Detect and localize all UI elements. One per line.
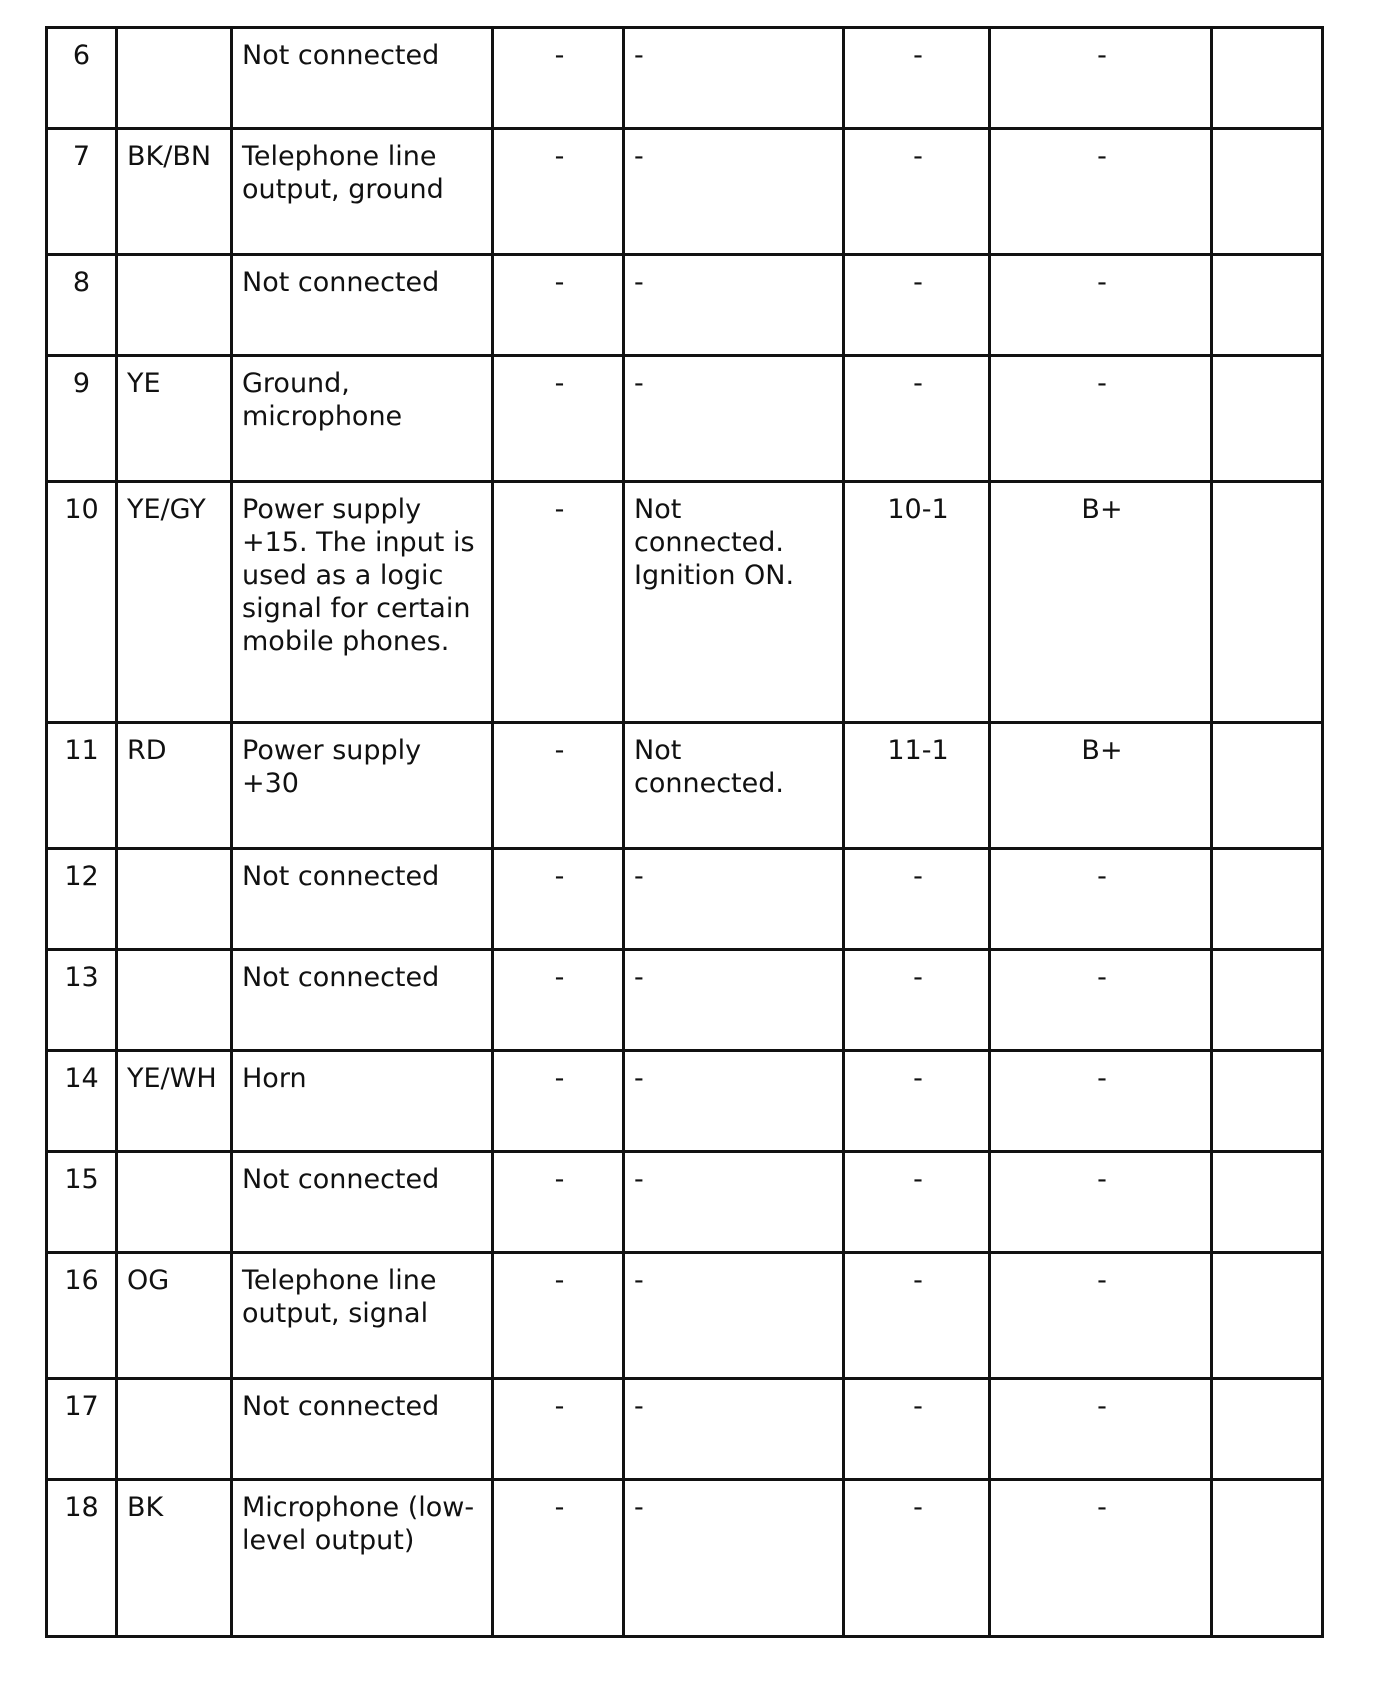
cell-col6: - [844, 849, 990, 950]
cell-col5: - [624, 1051, 844, 1152]
cell-col8 [1212, 849, 1323, 950]
cell-col8 [1212, 28, 1323, 129]
cell-col5: - [624, 1152, 844, 1253]
cell-col5: - [624, 255, 844, 356]
pin-description: Telephone line output, signal [232, 1253, 493, 1379]
pin-description: Not connected [232, 28, 493, 129]
pin-number: 8 [47, 255, 117, 356]
cell-col5: - [624, 129, 844, 255]
cell-col8 [1212, 255, 1323, 356]
pin-number: 9 [47, 356, 117, 482]
table-row [47, 1152, 1323, 1253]
cell-col6: - [844, 1152, 990, 1253]
cell-col4: - [493, 28, 624, 129]
pin-description: Ground, microphone [232, 356, 493, 482]
wire-color [117, 28, 232, 129]
cell-col6: 10-1 [844, 482, 990, 723]
cell-col4: - [493, 482, 624, 723]
cell-col4: - [493, 1379, 624, 1480]
wire-color: RD [117, 723, 232, 849]
cell-col7: - [990, 129, 1212, 255]
table-row [47, 1379, 1323, 1480]
cell-col4: - [493, 255, 624, 356]
cell-col6: - [844, 255, 990, 356]
cell-col7: - [990, 28, 1212, 129]
wire-color: BK [117, 1480, 232, 1637]
table-row [47, 723, 1323, 849]
cell-col6: - [844, 1480, 990, 1637]
cell-col5: Not connected. [624, 723, 844, 849]
cell-col5: - [624, 1379, 844, 1480]
cell-col7: - [990, 356, 1212, 482]
cell-col8 [1212, 1253, 1323, 1379]
table-row [47, 482, 1323, 723]
pin-description: Not connected [232, 1152, 493, 1253]
cell-col4: - [493, 849, 624, 950]
wire-color [117, 950, 232, 1051]
cell-col6: - [844, 1253, 990, 1379]
cell-col8 [1212, 723, 1323, 849]
cell-col8 [1212, 129, 1323, 255]
wire-color [117, 849, 232, 950]
pin-number: 10 [47, 482, 117, 723]
cell-col7: B+ [990, 723, 1212, 849]
pin-description: Microphone (low-level output) [232, 1480, 493, 1637]
pin-assignment-table [45, 26, 1324, 1638]
cell-col7: - [990, 950, 1212, 1051]
cell-col4: - [493, 1152, 624, 1253]
table-row [47, 950, 1323, 1051]
table-row [47, 849, 1323, 950]
wire-color: OG [117, 1253, 232, 1379]
pin-description: Horn [232, 1051, 493, 1152]
pin-description: Power supply +15. The input is used as a logic signal for certain mobile phones. [232, 482, 493, 723]
pin-number: 13 [47, 950, 117, 1051]
pin-number: 6 [47, 28, 117, 129]
pin-number: 15 [47, 1152, 117, 1253]
cell-col4: - [493, 1253, 624, 1379]
cell-col4: - [493, 1480, 624, 1637]
pin-description: Not connected [232, 255, 493, 356]
cell-col7: - [990, 849, 1212, 950]
cell-col5: Not connected. Ignition ON. [624, 482, 844, 723]
pin-description: Telephone line output, ground [232, 129, 493, 255]
cell-col7: - [990, 1480, 1212, 1637]
cell-col5: - [624, 28, 844, 129]
wire-color [117, 255, 232, 356]
pin-number: 14 [47, 1051, 117, 1152]
pin-number: 17 [47, 1379, 117, 1480]
cell-col5: - [624, 849, 844, 950]
cell-col4: - [493, 723, 624, 849]
pin-number: 12 [47, 849, 117, 950]
cell-col7: - [990, 1379, 1212, 1480]
pin-number: 16 [47, 1253, 117, 1379]
cell-col8 [1212, 1051, 1323, 1152]
wire-color: BK/BN [117, 129, 232, 255]
pin-description: Power supply +30 [232, 723, 493, 849]
cell-col6: - [844, 1051, 990, 1152]
cell-col4: - [493, 1051, 624, 1152]
cell-col8 [1212, 356, 1323, 482]
cell-col7: B+ [990, 482, 1212, 723]
table-row [47, 1051, 1323, 1152]
wire-color: YE/WH [117, 1051, 232, 1152]
pin-description: Not connected [232, 950, 493, 1051]
cell-col8 [1212, 1152, 1323, 1253]
cell-col6: - [844, 356, 990, 482]
cell-col8 [1212, 482, 1323, 723]
cell-col6: - [844, 950, 990, 1051]
cell-col7: - [990, 1051, 1212, 1152]
table-row [47, 255, 1323, 356]
cell-col4: - [493, 129, 624, 255]
wire-color: YE [117, 356, 232, 482]
cell-col6: 11-1 [844, 723, 990, 849]
cell-col4: - [493, 356, 624, 482]
cell-col6: - [844, 1379, 990, 1480]
cell-col5: - [624, 1253, 844, 1379]
pin-description: Not connected [232, 849, 493, 950]
table-row [47, 28, 1323, 129]
cell-col6: - [844, 129, 990, 255]
pin-number: 11 [47, 723, 117, 849]
cell-col5: - [624, 1480, 844, 1637]
cell-col6: - [844, 28, 990, 129]
pin-number: 7 [47, 129, 117, 255]
cell-col8 [1212, 1379, 1323, 1480]
cell-col7: - [990, 1152, 1212, 1253]
cell-col7: - [990, 1253, 1212, 1379]
table-row [47, 129, 1323, 255]
pin-description: Not connected [232, 1379, 493, 1480]
pin-number: 18 [47, 1480, 117, 1637]
wire-color [117, 1152, 232, 1253]
wire-color: YE/GY [117, 482, 232, 723]
cell-col4: - [493, 950, 624, 1051]
cell-col7: - [990, 255, 1212, 356]
cell-col8 [1212, 1480, 1323, 1637]
wire-color [117, 1379, 232, 1480]
table-row [47, 356, 1323, 482]
cell-col5: - [624, 950, 844, 1051]
table-row [47, 1480, 1323, 1637]
cell-col8 [1212, 950, 1323, 1051]
table-row [47, 1253, 1323, 1379]
cell-col5: - [624, 356, 844, 482]
